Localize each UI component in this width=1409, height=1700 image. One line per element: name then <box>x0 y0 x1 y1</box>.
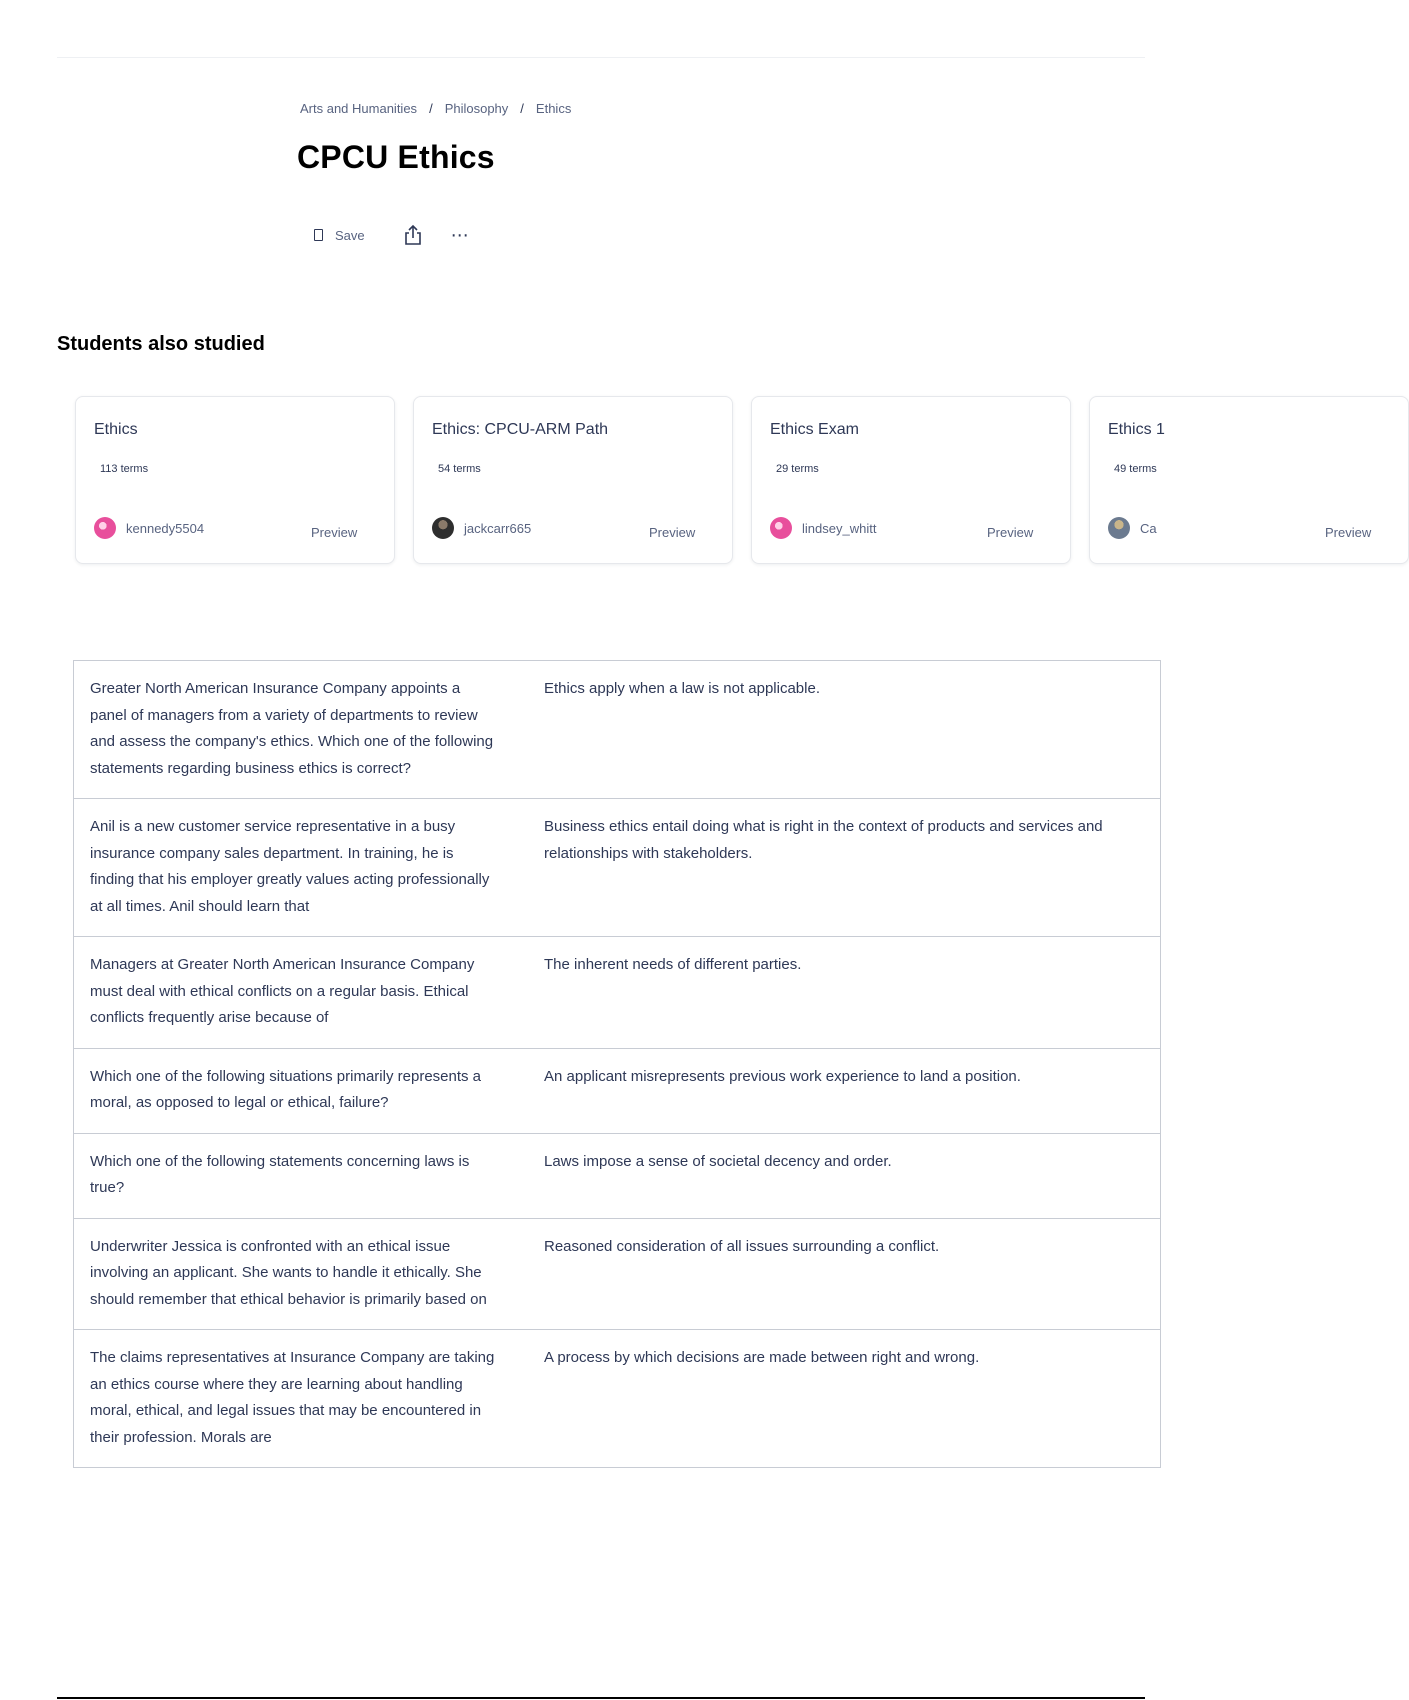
term-row <box>74 798 1160 936</box>
card-term-count: 54 terms <box>438 463 481 475</box>
related-set-card[interactable] <box>413 396 733 564</box>
card-author-name: Ca <box>1140 520 1157 536</box>
card-term-count: 113 terms <box>100 463 149 475</box>
avatar <box>94 517 116 539</box>
term-row <box>74 1218 1160 1330</box>
terms-list <box>73 660 1161 1468</box>
card-term-count: 49 terms <box>1114 463 1157 475</box>
breadcrumb-item-ethics[interactable]: Ethics <box>535 101 572 116</box>
breadcrumb-item-arts-and-humanities[interactable]: Arts and Humanities <box>300 101 418 116</box>
related-set-card[interactable] <box>1089 396 1409 564</box>
card-author[interactable] <box>94 517 204 539</box>
card-preview-button[interactable]: Preview <box>987 525 1034 540</box>
card-author[interactable] <box>770 517 876 539</box>
term-answer: Business ethics entail doing what is right in the context of products and services and relationships with stakeholders. <box>544 818 1103 862</box>
card-title: Ethics <box>94 421 138 438</box>
term-question: Managers at Greater North American Insurance Company must deal with ethical conflicts on a regular basis. Ethical conflicts frequently arise because of <box>90 956 475 1026</box>
term-answer: Reasoned consideration of all issues surrounding a conflict. <box>544 1237 940 1255</box>
term-question: Which one of the following situations primarily represents a moral, as opposed to legal or ethical, failure? <box>90 1067 482 1111</box>
card-title: Ethics 1 <box>1108 421 1165 438</box>
top-divider <box>57 57 1145 58</box>
card-preview-button[interactable]: Preview <box>649 525 696 540</box>
term-question: Greater North American Insurance Company appoints a panel of managers from a variety of departments to review and assess the company's ethics. Which one of the following statements regarding business ethics is correct? <box>90 680 494 777</box>
term-question: Anil is a new customer service representative in a busy insurance company sales department. In training, he is finding that his employer greatly values acting professionally at all times. Anil should learn that <box>90 818 490 915</box>
term-row <box>74 1048 1160 1133</box>
set-actions <box>314 224 470 246</box>
share-icon[interactable] <box>403 224 423 246</box>
avatar <box>432 517 454 539</box>
term-question: Which one of the following statements concerning laws is true? <box>90 1152 470 1196</box>
card-author-name: kennedy5504 <box>126 520 205 536</box>
card-author-name: jackcarr665 <box>464 520 532 536</box>
avatar <box>770 517 792 539</box>
breadcrumb-item-philosophy[interactable]: Philosophy <box>444 101 509 116</box>
page-title: CPCU Ethics <box>297 139 495 175</box>
card-title: Ethics: CPCU-ARM Path <box>432 421 609 438</box>
more-options-icon[interactable]: ⋯ <box>450 225 470 245</box>
save-button-label: Save <box>335 227 365 243</box>
term-question: The claims representatives at Insurance Company are taking an ethics course where they are learning about handling moral, ethical, and legal issues that may be encountered in their profession. Morals are <box>90 1349 495 1446</box>
card-author[interactable] <box>1108 517 1157 539</box>
breadcrumb-separator: / <box>429 101 433 116</box>
related-set-card[interactable] <box>751 396 1071 564</box>
term-row <box>74 936 1160 1048</box>
breadcrumb-separator: / <box>520 101 524 116</box>
card-preview-button[interactable]: Preview <box>311 525 358 540</box>
bookmark-icon <box>314 229 323 241</box>
term-answer: The inherent needs of different parties. <box>544 956 802 973</box>
term-answer: A process by which decisions are made between right and wrong. <box>544 1349 980 1366</box>
related-set-card[interactable] <box>75 396 395 564</box>
students-also-studied-heading: Students also studied <box>57 333 265 355</box>
card-preview-button[interactable]: Preview <box>1325 525 1372 540</box>
card-author-name: lindsey_whitt <box>802 520 877 536</box>
term-answer: An applicant misrepresents previous work experience to land a position. <box>544 1067 1021 1085</box>
card-title: Ethics Exam <box>770 421 859 438</box>
breadcrumb <box>300 101 571 116</box>
card-author[interactable] <box>432 517 531 539</box>
save-button[interactable] <box>314 228 365 243</box>
card-term-count: 29 terms <box>776 463 819 475</box>
avatar <box>1108 517 1130 539</box>
term-row <box>74 661 1160 798</box>
bottom-divider <box>57 1697 1145 1699</box>
term-answer: Laws impose a sense of societal decency and order. <box>544 1152 892 1170</box>
term-row <box>74 1329 1160 1467</box>
related-sets-carousel[interactable] <box>73 394 1372 566</box>
term-answer: Ethics apply when a law is not applicable. <box>544 680 820 697</box>
term-row <box>74 1133 1160 1218</box>
term-question: Underwriter Jessica is confronted with an ethical issue involving an applicant. She wants to handle it ethically. She should remember that ethical behavior is primarily based on <box>90 1237 487 1308</box>
